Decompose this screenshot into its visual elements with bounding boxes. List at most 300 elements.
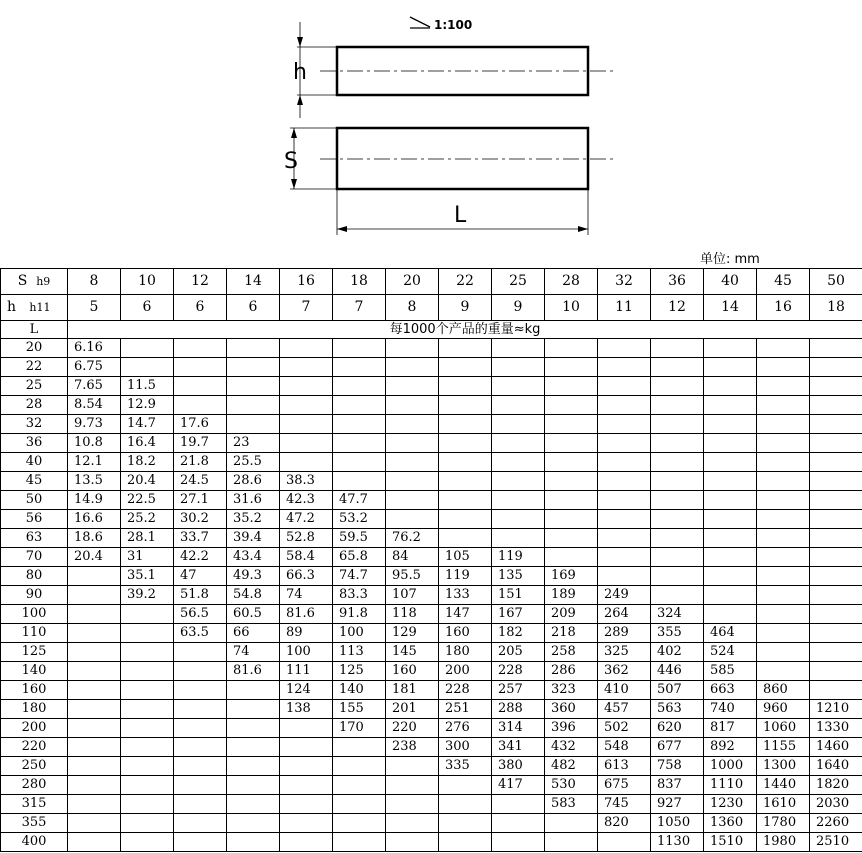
weight-cell: 19.7 — [174, 434, 227, 453]
weight-cell: 502 — [598, 719, 651, 738]
weight-cell — [704, 529, 757, 548]
weight-cell — [386, 757, 439, 776]
weight-cell: 396 — [545, 719, 598, 738]
weight-cell — [68, 795, 121, 814]
weight-cell — [810, 377, 862, 396]
weight-cell — [121, 814, 174, 833]
table-row — [1, 510, 862, 529]
length-cell: 20 — [1, 339, 68, 358]
weight-cell — [704, 396, 757, 415]
weight-cell — [598, 396, 651, 415]
weight-cell — [439, 377, 492, 396]
weight-cell: 167 — [492, 605, 545, 624]
weight-cell — [439, 814, 492, 833]
weight-cell — [121, 700, 174, 719]
weight-cell — [492, 434, 545, 453]
weight-cell: 1610 — [757, 795, 810, 814]
weight-cell — [651, 415, 704, 434]
weight-cell: 89 — [280, 624, 333, 643]
length-cell: 180 — [1, 700, 68, 719]
weight-cell — [68, 624, 121, 643]
h-value-cell: 16 — [757, 295, 810, 321]
table-row — [1, 757, 862, 776]
table-row — [1, 662, 862, 681]
weight-cell — [810, 453, 862, 472]
weight-cell: 47.7 — [333, 491, 386, 510]
weight-cell: 20.4 — [121, 472, 174, 491]
weight-cell: 95.5 — [386, 567, 439, 586]
table-row — [1, 453, 862, 472]
weight-cell — [68, 662, 121, 681]
weight-cell: 58.4 — [280, 548, 333, 567]
weight-cell: 585 — [704, 662, 757, 681]
weight-cell: 507 — [651, 681, 704, 700]
weight-cell — [227, 358, 280, 377]
weight-cell — [386, 795, 439, 814]
weight-cell — [598, 510, 651, 529]
weight-cell — [174, 681, 227, 700]
weight-cell — [333, 776, 386, 795]
weight-cell: 100 — [280, 643, 333, 662]
length-cell: 50 — [1, 491, 68, 510]
weight-cell: 147 — [439, 605, 492, 624]
length-cell: 355 — [1, 814, 68, 833]
weight-cell — [704, 567, 757, 586]
weight-cell: 228 — [439, 681, 492, 700]
weight-cell: 182 — [492, 624, 545, 643]
weight-cell — [333, 472, 386, 491]
weight-cell — [810, 491, 862, 510]
length-cell: 22 — [1, 358, 68, 377]
weight-cell — [545, 415, 598, 434]
weight-cell: 457 — [598, 700, 651, 719]
weight-cell: 63.5 — [174, 624, 227, 643]
weight-cell: 91.8 — [333, 605, 386, 624]
length-cell: 110 — [1, 624, 68, 643]
weight-cell — [121, 795, 174, 814]
weight-cell — [492, 833, 545, 852]
weight-cell — [651, 377, 704, 396]
weight-cell: 66 — [227, 624, 280, 643]
weight-cell — [704, 415, 757, 434]
weight-cell: 1460 — [810, 738, 862, 757]
weight-cell: 38.3 — [280, 472, 333, 491]
weight-cell: 758 — [651, 757, 704, 776]
weight-cell: 209 — [545, 605, 598, 624]
weight-cell: 84 — [386, 548, 439, 567]
table-row — [1, 776, 862, 795]
weight-cell — [121, 681, 174, 700]
weight-cell: 820 — [598, 814, 651, 833]
weight-cell — [121, 624, 174, 643]
table-row — [1, 567, 862, 586]
weight-cell — [757, 491, 810, 510]
weight-cell — [68, 681, 121, 700]
weight-cell — [492, 814, 545, 833]
weight-cell: 323 — [545, 681, 598, 700]
weight-cell — [121, 339, 174, 358]
length-cell: 40 — [1, 453, 68, 472]
weight-cell: 228 — [492, 662, 545, 681]
weight-cell — [545, 453, 598, 472]
weight-cell: 25.5 — [227, 453, 280, 472]
weight-cell — [439, 453, 492, 472]
weight-cell: 1110 — [704, 776, 757, 795]
table-row — [1, 339, 862, 358]
weight-cell: 54.8 — [227, 586, 280, 605]
weight-cell — [68, 833, 121, 852]
length-cell: 70 — [1, 548, 68, 567]
weight-header-cell: 每1000个产品的重量≈kg — [68, 321, 862, 339]
weight-cell — [280, 434, 333, 453]
weight-cell — [810, 434, 862, 453]
weight-cell — [68, 586, 121, 605]
weight-cell — [598, 377, 651, 396]
weight-cell: 180 — [439, 643, 492, 662]
s-tolerance: h9 — [36, 275, 51, 288]
weight-cell: 410 — [598, 681, 651, 700]
weight-cell — [757, 453, 810, 472]
weight-table — [0, 268, 862, 853]
weight-cell — [598, 453, 651, 472]
weight-cell: 51.8 — [174, 586, 227, 605]
weight-cell — [333, 738, 386, 757]
weight-cell — [280, 339, 333, 358]
weight-cell: 6.75 — [68, 358, 121, 377]
weight-cell — [598, 415, 651, 434]
weight-cell — [280, 719, 333, 738]
weight-cell: 324 — [651, 605, 704, 624]
weight-cell: 169 — [545, 567, 598, 586]
weight-cell: 218 — [545, 624, 598, 643]
weight-cell — [280, 415, 333, 434]
weight-cell — [439, 472, 492, 491]
h-value-cell: 7 — [280, 295, 333, 321]
weight-cell: 220 — [386, 719, 439, 738]
weight-cell: 314 — [492, 719, 545, 738]
h-tolerance: h11 — [29, 301, 51, 314]
table-row — [1, 700, 862, 719]
h-value-cell: 8 — [386, 295, 439, 321]
weight-cell: 155 — [333, 700, 386, 719]
weight-cell — [704, 377, 757, 396]
weight-cell — [439, 510, 492, 529]
weight-cell — [121, 757, 174, 776]
length-cell: 36 — [1, 434, 68, 453]
weight-cell — [598, 358, 651, 377]
weight-cell — [386, 415, 439, 434]
weight-cell — [386, 491, 439, 510]
s-value-cell: 14 — [227, 269, 280, 295]
length-cell: 250 — [1, 757, 68, 776]
length-cell: 200 — [1, 719, 68, 738]
weight-cell — [280, 776, 333, 795]
table-row — [1, 795, 862, 814]
weight-cell — [492, 358, 545, 377]
weight-cell: 613 — [598, 757, 651, 776]
h-value-cell: 10 — [545, 295, 598, 321]
weight-cell: 286 — [545, 662, 598, 681]
weight-cell — [280, 358, 333, 377]
weight-cell: 1780 — [757, 814, 810, 833]
weight-cell — [386, 339, 439, 358]
weight-cell: 140 — [333, 681, 386, 700]
weight-cell: 20.4 — [68, 548, 121, 567]
s-value-cell: 20 — [386, 269, 439, 295]
h-value-cell: 12 — [651, 295, 704, 321]
key-drawing — [0, 0, 862, 245]
weight-cell: 860 — [757, 681, 810, 700]
weight-cell: 145 — [386, 643, 439, 662]
weight-cell — [121, 662, 174, 681]
weight-cell: 129 — [386, 624, 439, 643]
length-cell: 90 — [1, 586, 68, 605]
weight-cell: 1440 — [757, 776, 810, 795]
weight-cell — [121, 358, 174, 377]
weight-cell — [757, 586, 810, 605]
length-cell: 100 — [1, 605, 68, 624]
weight-cell: 16.6 — [68, 510, 121, 529]
h-value-cell: 6 — [174, 295, 227, 321]
weight-cell: 1510 — [704, 833, 757, 852]
weight-cell — [598, 548, 651, 567]
weight-cell: 138 — [280, 700, 333, 719]
h-value-cell: 9 — [439, 295, 492, 321]
weight-cell: 249 — [598, 586, 651, 605]
weight-cell: 111 — [280, 662, 333, 681]
weight-cell: 181 — [386, 681, 439, 700]
weight-cell — [651, 510, 704, 529]
length-dimension — [337, 189, 588, 235]
weight-cell: 355 — [651, 624, 704, 643]
weight-cell — [704, 548, 757, 567]
weight-cell — [651, 396, 704, 415]
weight-cell — [810, 662, 862, 681]
weight-cell — [810, 643, 862, 662]
weight-cell — [280, 814, 333, 833]
weight-cell: 65.8 — [333, 548, 386, 567]
weight-cell — [227, 776, 280, 795]
weight-cell: 18.2 — [121, 453, 174, 472]
h-value-cell: 9 — [492, 295, 545, 321]
weight-cell — [280, 833, 333, 852]
weight-cell: 25.2 — [121, 510, 174, 529]
weight-cell — [598, 567, 651, 586]
s-value-cell: 32 — [598, 269, 651, 295]
weight-cell — [651, 358, 704, 377]
s-value-cell: 36 — [651, 269, 704, 295]
weight-cell: 8.54 — [68, 396, 121, 415]
weight-cell — [386, 510, 439, 529]
taper-ratio-label: 1:100 — [434, 18, 473, 32]
weight-cell — [757, 358, 810, 377]
weight-cell: 28.6 — [227, 472, 280, 491]
weight-cell: 288 — [492, 700, 545, 719]
weight-cell — [68, 605, 121, 624]
weight-cell — [333, 757, 386, 776]
weight-cell — [704, 510, 757, 529]
table-row — [1, 643, 862, 662]
weight-cell: 2510 — [810, 833, 862, 852]
weight-cell: 524 — [704, 643, 757, 662]
weight-cell — [651, 472, 704, 491]
weight-cell — [545, 491, 598, 510]
s-header-cell — [1, 269, 68, 295]
weight-cell: 74.7 — [333, 567, 386, 586]
weight-cell — [227, 738, 280, 757]
weight-cell: 76.2 — [386, 529, 439, 548]
weight-cell: 52.8 — [280, 529, 333, 548]
weight-cell — [545, 833, 598, 852]
weight-cell — [545, 434, 598, 453]
weight-cell — [174, 738, 227, 757]
weight-cell — [439, 491, 492, 510]
h-value-cell: 6 — [227, 295, 280, 321]
weight-cell — [174, 814, 227, 833]
weight-cell — [757, 434, 810, 453]
weight-cell: 2260 — [810, 814, 862, 833]
table-row — [1, 529, 862, 548]
s-value-cell: 8 — [68, 269, 121, 295]
table-row — [1, 586, 862, 605]
weight-cell — [492, 795, 545, 814]
weight-cell: 12.9 — [121, 396, 174, 415]
weight-cell — [121, 605, 174, 624]
length-cell: 45 — [1, 472, 68, 491]
s-label: S — [17, 273, 28, 289]
length-cell: 400 — [1, 833, 68, 852]
weight-cell — [174, 795, 227, 814]
weight-cell: 14.7 — [121, 415, 174, 434]
weight-cell: 620 — [651, 719, 704, 738]
weight-cell: 28.1 — [121, 529, 174, 548]
table-row — [1, 548, 862, 567]
weight-cell — [651, 491, 704, 510]
length-cell: 315 — [1, 795, 68, 814]
weight-cell — [386, 776, 439, 795]
weight-cell: 30.2 — [174, 510, 227, 529]
weight-cell: 22.5 — [121, 491, 174, 510]
weight-cell — [174, 377, 227, 396]
taper-symbol — [410, 17, 472, 32]
weight-cell: 1000 — [704, 757, 757, 776]
weight-cell: 238 — [386, 738, 439, 757]
h-label: h — [7, 299, 17, 315]
s-value-cell: 28 — [545, 269, 598, 295]
weight-cell — [68, 757, 121, 776]
weight-cell: 583 — [545, 795, 598, 814]
weight-cell — [492, 339, 545, 358]
weight-cell: 60.5 — [227, 605, 280, 624]
weight-cell — [333, 358, 386, 377]
weight-cell: 1980 — [757, 833, 810, 852]
weight-cell — [227, 814, 280, 833]
weight-cell: 151 — [492, 586, 545, 605]
side-view — [284, 128, 615, 189]
weight-cell: 432 — [545, 738, 598, 757]
weight-cell — [757, 624, 810, 643]
weight-cell — [810, 624, 862, 643]
weight-cell: 119 — [492, 548, 545, 567]
weight-cell: 33.7 — [174, 529, 227, 548]
weight-cell — [227, 757, 280, 776]
length-cell: 28 — [1, 396, 68, 415]
weight-cell: 21.8 — [174, 453, 227, 472]
weight-cell: 133 — [439, 586, 492, 605]
weight-cell — [651, 586, 704, 605]
weight-cell: 23 — [227, 434, 280, 453]
weight-cell — [386, 453, 439, 472]
weight-cell: 1130 — [651, 833, 704, 852]
weight-cell: 927 — [651, 795, 704, 814]
weight-cell — [757, 529, 810, 548]
s-value-cell: 10 — [121, 269, 174, 295]
s-value-cell: 50 — [810, 269, 862, 295]
weight-cell — [704, 453, 757, 472]
weight-cell: 160 — [386, 662, 439, 681]
weight-cell — [651, 339, 704, 358]
weight-cell: 17.6 — [174, 415, 227, 434]
h-value-cell: 5 — [68, 295, 121, 321]
table-row — [1, 624, 862, 643]
weight-cell — [439, 434, 492, 453]
weight-cell — [333, 415, 386, 434]
weight-cell — [386, 377, 439, 396]
weight-cell: 960 — [757, 700, 810, 719]
table-row — [1, 472, 862, 491]
weight-cell — [439, 339, 492, 358]
weight-cell: 380 — [492, 757, 545, 776]
weight-cell — [439, 415, 492, 434]
weight-cell: 6.16 — [68, 339, 121, 358]
weight-cell — [492, 377, 545, 396]
weight-cell — [545, 472, 598, 491]
weight-cell: 201 — [386, 700, 439, 719]
weight-cell — [810, 548, 862, 567]
table-row — [1, 434, 862, 453]
weight-cell — [174, 339, 227, 358]
table-row — [1, 605, 862, 624]
l-header-cell: L — [1, 321, 68, 339]
weight-cell — [227, 396, 280, 415]
weight-cell: 200 — [439, 662, 492, 681]
weight-cell — [810, 529, 862, 548]
table-row — [1, 738, 862, 757]
weight-cell — [227, 700, 280, 719]
h-value-cell: 18 — [810, 295, 862, 321]
weight-cell: 1210 — [810, 700, 862, 719]
weight-cell: 335 — [439, 757, 492, 776]
weight-cell — [280, 396, 333, 415]
length-cell: 280 — [1, 776, 68, 795]
weight-cell: 113 — [333, 643, 386, 662]
weight-cell: 1230 — [704, 795, 757, 814]
weight-cell: 1050 — [651, 814, 704, 833]
s-value-cell: 22 — [439, 269, 492, 295]
weight-cell: 257 — [492, 681, 545, 700]
weight-cell — [280, 377, 333, 396]
weight-cell: 135 — [492, 567, 545, 586]
s-header-row — [1, 269, 862, 295]
weight-cell: 1360 — [704, 814, 757, 833]
weight-cell — [810, 586, 862, 605]
weight-cell — [439, 396, 492, 415]
weight-cell: 27.1 — [174, 491, 227, 510]
weight-cell — [439, 776, 492, 795]
weight-cell — [492, 472, 545, 491]
weight-cell — [492, 415, 545, 434]
table-row — [1, 396, 862, 415]
